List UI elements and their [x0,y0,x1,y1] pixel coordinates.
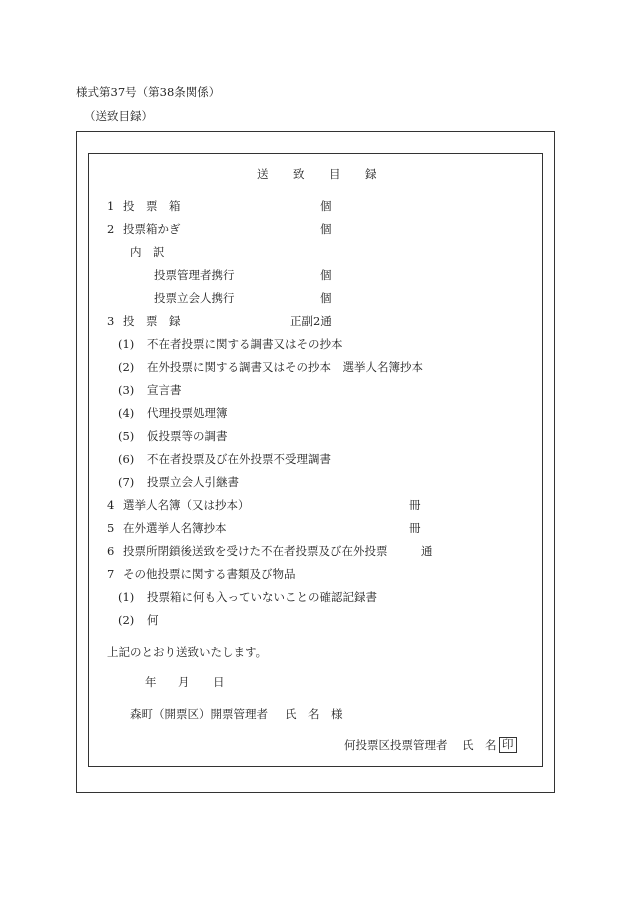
item3-sub3-number: (3) [118,383,135,397]
recipient-name-label: 氏 名 [285,707,320,721]
item3-sub4-text: 代理投票処理簿 [147,406,228,420]
item2-number: 2 [107,222,115,236]
item7-label: その他投票に関する書類及び物品 [123,567,296,581]
item3-sub4-number: (4) [118,406,135,420]
item7-sub2-text: 何 [147,613,159,627]
item3-sub7-text: 投票立会人引継書 [147,475,239,489]
item5-unit: 冊 [409,521,421,535]
item3-sub1-text: 不在者投票に関する調書又はその抄本 [147,337,343,351]
title-char-2: 致 [293,167,305,181]
sub1-label: 投票管理者携行 [154,268,235,282]
item1-number: 1 [107,199,115,213]
item4-number: 4 [107,498,115,512]
item3-sub6-number: (6) [118,452,135,466]
date-month: 月 [178,675,190,689]
breakdown-label: 内 訳 [130,245,165,259]
item3-sub2-text: 在外投票に関する調書又はその抄本 選挙人名簿抄本 [147,360,423,374]
item7-sub1-number: (1) [118,590,135,604]
recipient-org: 森町（開票区）開票管理者 [130,707,268,721]
date-day: 日 [213,675,225,689]
item3-sub5-text: 仮投票等の調書 [147,429,228,443]
item1-label: 投 票 箱 [123,199,181,213]
item6-label: 投票所閉鎖後送致を受けた不在者投票及び在外投票 [123,544,388,558]
form-subtitle: （送致目録） [84,109,153,123]
item3-sub2-number: (2) [118,360,135,374]
item7-sub2-number: (2) [118,613,135,627]
item3-sub3-text: 宣言書 [147,383,182,397]
item3-label: 投 票 録 [123,314,181,328]
item7-number: 7 [107,567,115,581]
recipient-honorific: 様 [331,707,343,721]
sender-title: 何投票区投票管理者 [344,738,448,752]
title-char-1: 送 [257,167,269,181]
title-char-4: 録 [365,167,377,181]
sender-name-label: 氏 名 [462,738,497,752]
form-number: 様式第37号（第38条関係） [76,85,221,99]
item2-label: 投票箱かぎ [123,222,181,236]
statement: 上記のとおり送致いたします。 [107,645,268,659]
item4-label: 選挙人名簿（又は抄本） [123,498,250,512]
item2-unit: 個 [320,222,332,236]
sub1-unit: 個 [320,268,332,282]
item3-sub6-text: 不在者投票及び在外投票不受理調書 [147,452,331,466]
item5-number: 5 [107,521,115,535]
item3-number: 3 [107,314,115,328]
item6-unit: 通 [421,544,433,558]
item4-unit: 冊 [409,498,421,512]
item3-sub1-number: (1) [118,337,135,351]
title-char-3: 目 [329,167,341,181]
seal-mark: 印 [499,737,517,753]
item1-unit: 個 [320,199,332,213]
sub2-label: 投票立会人携行 [154,291,235,305]
item3-sub7-number: (7) [118,475,135,489]
sub2-unit: 個 [320,291,332,305]
item3-sub5-number: (5) [118,429,135,443]
item3-unit: 正副2通 [290,314,332,328]
date-year: 年 [145,675,157,689]
item6-number: 6 [107,544,115,558]
item7-sub1-text: 投票箱に何も入っていないことの確認記録書 [147,590,377,604]
item5-label: 在外選挙人名簿抄本 [123,521,227,535]
